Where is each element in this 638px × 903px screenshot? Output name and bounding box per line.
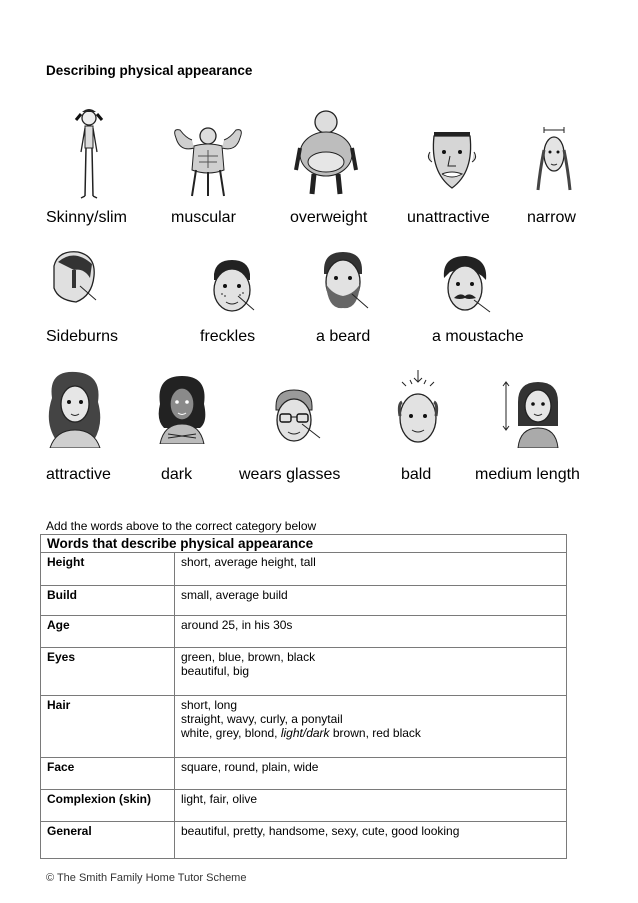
value-line: beautiful, pretty, handsome, sexy, cute, good looking [181,824,460,838]
footer-copyright: © The Smith Family Home Tutor Scheme [46,872,247,884]
word-a-moustache: a moustache [432,328,524,345]
table-header: Words that describe physical appearance [41,535,567,553]
value-line [181,726,560,740]
fat-man-figure-icon [292,108,360,198]
table-row-complexion [41,790,567,822]
value-text-italic: light/dark [280,726,330,740]
row-value [175,758,567,790]
value-text: white, grey, blond, [181,726,281,740]
word-sideburns: Sideburns [46,328,119,345]
bearded-man-icon [316,250,370,314]
moustache-man-icon [438,254,492,316]
instruction-text: Add the words above to the correct category below [46,519,317,533]
skinny-girl-figure-icon [72,106,106,200]
row-label: Complexion (skin) [41,790,175,822]
narrow-face-girl-icon [532,124,576,196]
medium-length-hair-girl-icon [500,378,564,448]
value-line: short, average height, tall [181,555,316,569]
value-line: green, blue, brown, black [181,650,316,664]
row-value [175,790,567,822]
category-table [40,534,567,859]
dark-skinned-woman-icon [154,374,210,444]
unattractive-face-icon [426,122,478,192]
value-line: short, long [181,698,238,712]
table-row-eyes [41,648,567,696]
sideburns-head-icon [44,248,100,308]
word-a-beard: a beard [316,328,371,345]
word-medium-length: medium length [475,466,580,483]
word-overweight: overweight [290,209,368,226]
value-line: beautiful, big [181,664,250,678]
table-row-general [41,822,567,859]
value-line: square, round, plain, wide [181,760,319,774]
row-label: Hair [41,696,175,758]
table-header-row [41,535,567,553]
word-muscular: muscular [171,209,236,226]
value-line: small, average build [181,588,288,602]
word-freckles: freckles [200,328,256,345]
row-value [175,648,567,696]
row-label: General [41,822,175,859]
table-row-age [41,616,567,648]
row-value [175,616,567,648]
table-row-face [41,758,567,790]
bald-man-icon [390,368,446,448]
word-bald: bald [401,466,432,483]
word-skinny-slim: Skinny/slim [46,209,127,226]
row-value [175,553,567,586]
row-label: Eyes [41,648,175,696]
row-value [175,696,567,758]
row-label: Face [41,758,175,790]
man-with-glasses-icon [266,386,322,448]
freckles-boy-icon [206,258,258,316]
word-wears-glasses: wears glasses [239,466,341,483]
word-unattractive: unattractive [407,209,490,226]
word-dark: dark [161,466,193,483]
row-value [175,822,567,859]
row-label: Height [41,553,175,586]
value-line: light, fair, olive [181,792,258,806]
table-row-height [41,553,567,586]
word-narrow: narrow [527,209,576,226]
page-title: Describing physical appearance [46,63,253,78]
attractive-woman-icon [42,368,108,448]
table-row-build [41,586,567,616]
value-text: brown, red black [329,726,421,740]
value-line: around 25, in his 30s [181,618,293,632]
word-attractive: attractive [46,466,111,483]
table-row-hair [41,696,567,758]
row-value [175,586,567,616]
row-label: Build [41,586,175,616]
row-label: Age [41,616,175,648]
bodybuilder-figure-icon [166,124,250,198]
value-line: straight, wavy, curly, a ponytail [181,712,343,726]
